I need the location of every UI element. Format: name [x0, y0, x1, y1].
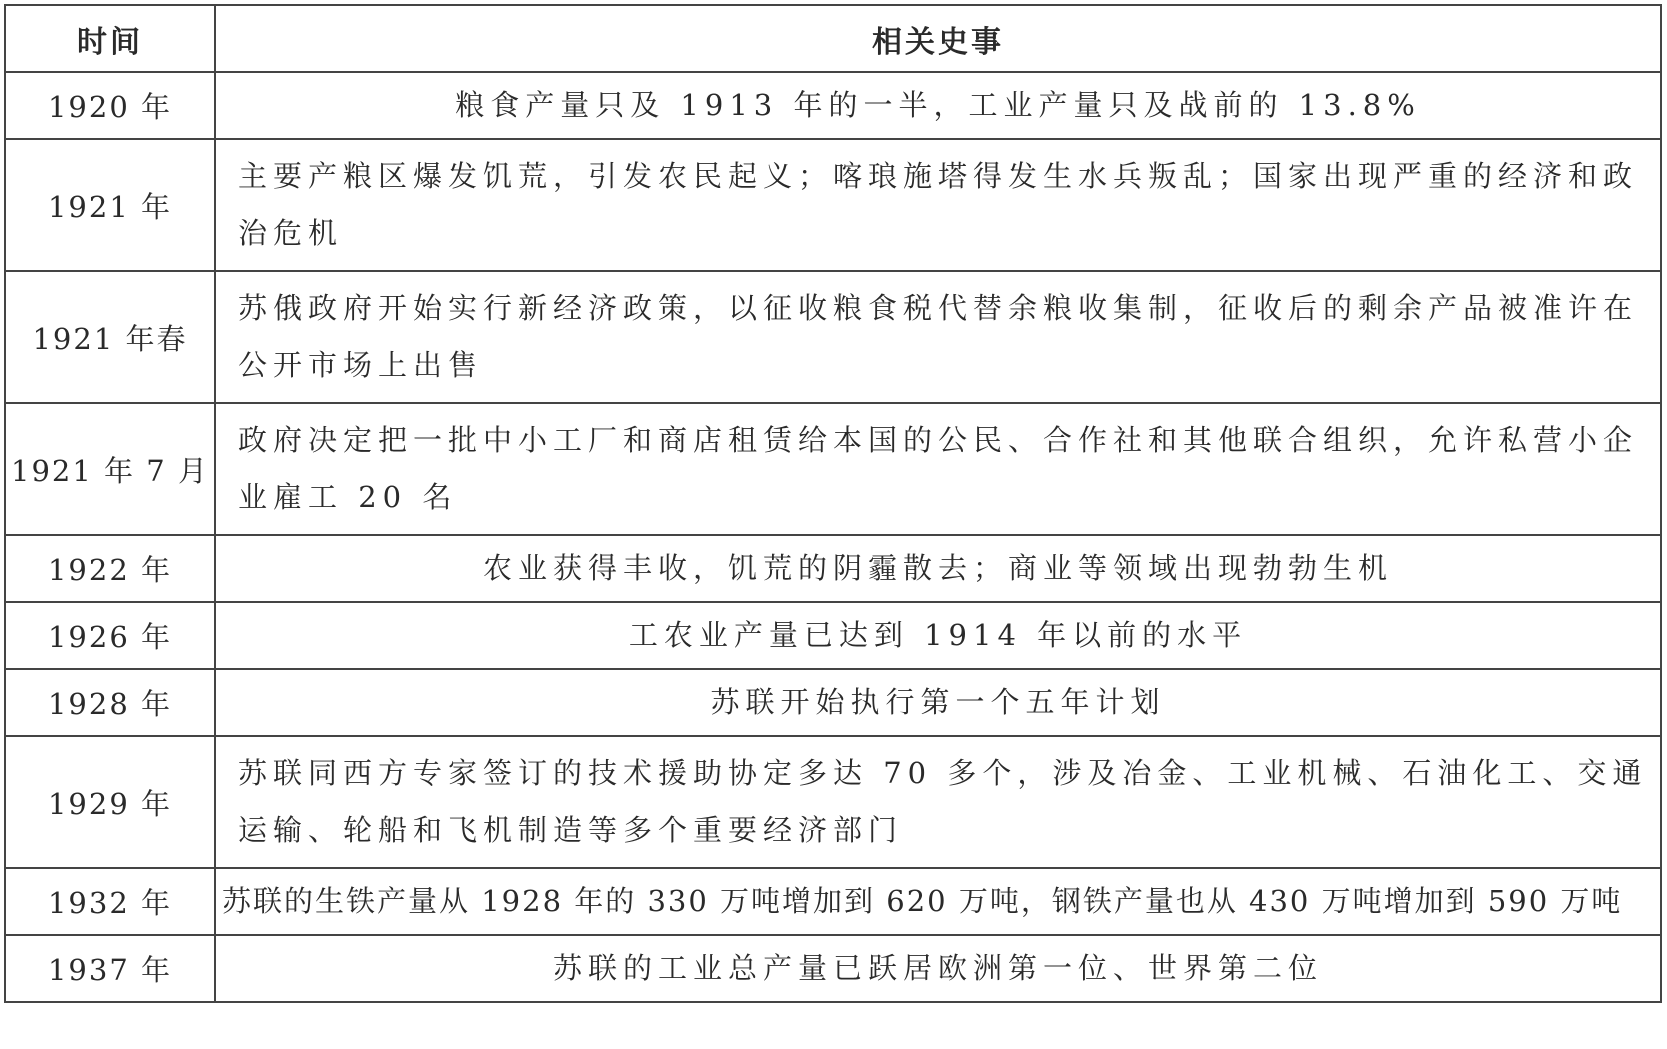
table-row: [5, 403, 1661, 535]
table-row: [5, 139, 1661, 271]
table-header-row: [5, 5, 1661, 72]
header-event: 相关史事: [215, 5, 1661, 72]
time-cell: 1928 年: [5, 669, 215, 736]
time-cell: 1922 年: [5, 535, 215, 602]
time-cell: 1929 年: [5, 736, 215, 868]
time-cell: 1920 年: [5, 72, 215, 139]
table-row: [5, 935, 1661, 1002]
table-row: [5, 669, 1661, 736]
event-cell: 苏联的生铁产量从 1928 年的 330 万吨增加到 620 万吨，钢铁产量也从 430 万吨增加到 590 万吨: [215, 868, 1661, 935]
time-cell: 1921 年春: [5, 271, 215, 403]
time-cell: 1921 年: [5, 139, 215, 271]
time-cell: 1937 年: [5, 935, 215, 1002]
header-time: 时间: [5, 5, 215, 72]
event-cell: 主要产粮区爆发饥荒，引发农民起义；喀琅施塔得发生水兵叛乱；国家出现严重的经济和政治危机: [215, 139, 1661, 271]
table-row: [5, 535, 1661, 602]
time-cell: 1926 年: [5, 602, 215, 669]
event-cell: 粮食产量只及 1913 年的一半，工业产量只及战前的 13.8%: [215, 72, 1661, 139]
time-cell: 1932 年: [5, 868, 215, 935]
event-cell: 农业获得丰收，饥荒的阴霾散去；商业等领域出现勃勃生机: [215, 535, 1661, 602]
table-row: [5, 72, 1661, 139]
table-row: [5, 271, 1661, 403]
event-cell: 工农业产量已达到 1914 年以前的水平: [215, 602, 1661, 669]
event-cell: 政府决定把一批中小工厂和商店租赁给本国的公民、合作社和其他联合组织，允许私营小企业雇工 20 名: [215, 403, 1661, 535]
history-events-table: [4, 4, 1662, 1003]
event-cell: 苏联同西方专家签订的技术援助协定多达 70 多个，涉及冶金、工业机械、石油化工、交通运输、轮船和飞机制造等多个重要经济部门: [215, 736, 1661, 868]
time-cell: 1921 年 7 月: [5, 403, 215, 535]
history-table-sheet: [4, 4, 1660, 1044]
event-cell: 苏联开始执行第一个五年计划: [215, 669, 1661, 736]
event-cell: 苏俄政府开始实行新经济政策，以征收粮食税代替余粮收集制，征收后的剩余产品被准许在公开市场上出售: [215, 271, 1661, 403]
table-row: [5, 736, 1661, 868]
event-cell: 苏联的工业总产量已跃居欧洲第一位、世界第二位: [215, 935, 1661, 1002]
table-row: [5, 602, 1661, 669]
table-row: [5, 868, 1661, 935]
